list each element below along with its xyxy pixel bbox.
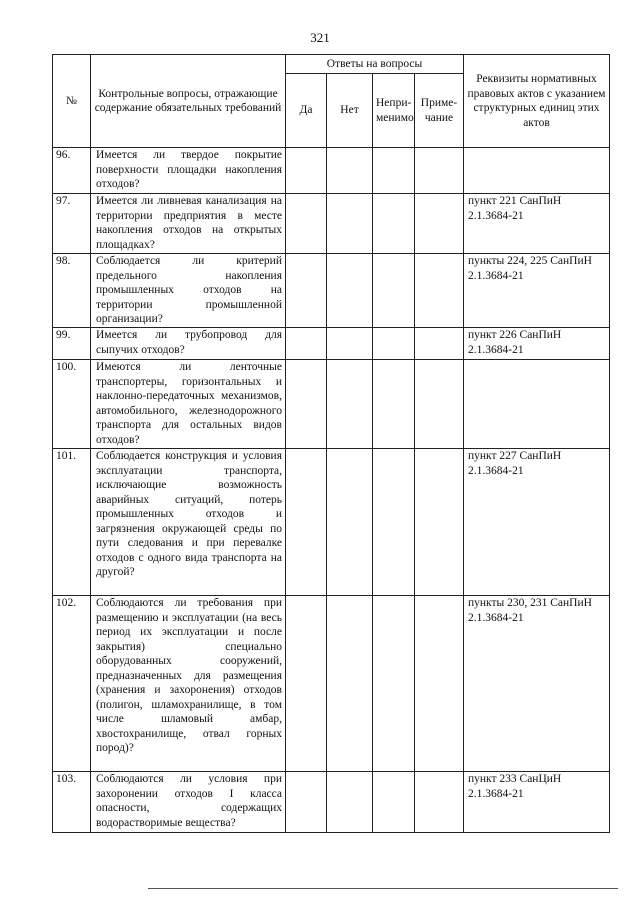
answer-no-cell[interactable] — [327, 772, 373, 833]
answer-note-cell[interactable] — [415, 596, 464, 772]
answer-na-cell[interactable] — [373, 194, 415, 254]
row-question: Соблюдается конструкция и условия эксплуатации транспорта, исключающие возможность аварийных ситуаций, потерь промышленных отходов и загрязнения окружающей среды по пути следования и при перевалке отходов с одного вида транспорта на другой? — [91, 449, 286, 596]
row-question: Имеется ли ливневая канализация на территории предприятия в месте накопления отходов на открытых площадках? — [91, 194, 286, 254]
answer-note-cell[interactable] — [415, 194, 464, 254]
row-number: 100. — [53, 360, 91, 449]
row-number: 97. — [53, 194, 91, 254]
row-reference — [464, 148, 610, 194]
row-question: Имеется ли твердое покрытие поверхности площадки накопления отходов? — [91, 148, 286, 194]
row-reference: пункты 230, 231 СанПиН 2.1.3684-21 — [464, 596, 610, 772]
page-number: 321 — [310, 30, 330, 45]
answer-note-cell[interactable] — [415, 360, 464, 449]
answer-note-cell[interactable] — [415, 328, 464, 360]
table-row — [53, 328, 610, 360]
row-number: 98. — [53, 254, 91, 328]
answer-yes-cell[interactable] — [286, 254, 327, 328]
table-row — [53, 360, 610, 449]
answer-no-cell[interactable] — [327, 148, 373, 194]
row-number: 103. — [53, 772, 91, 833]
table-row — [53, 254, 610, 328]
header-answer-note: Приме-чание — [415, 74, 464, 148]
answer-no-cell[interactable] — [327, 360, 373, 449]
row-question: Соблюдаются ли условия при захоронении отходов I класса опасности, содержащих водорастворимые вещества? — [91, 772, 286, 833]
table-row — [53, 194, 610, 254]
answer-na-cell[interactable] — [373, 148, 415, 194]
answer-yes-cell[interactable] — [286, 360, 327, 449]
row-question: Имеется ли трубопровод для сыпучих отходов? — [91, 328, 286, 360]
header-num: № — [53, 55, 91, 148]
answer-note-cell[interactable] — [415, 449, 464, 596]
answer-na-cell[interactable] — [373, 596, 415, 772]
header-answer-no: Нет — [327, 74, 373, 148]
answer-no-cell[interactable] — [327, 449, 373, 596]
answer-na-cell[interactable] — [373, 449, 415, 596]
table-row — [53, 772, 610, 833]
row-reference — [464, 360, 610, 449]
row-question: Соблюдаются ли требования при размещению и эксплуатации (на весь период их эксплуатации и после закрытия) специально оборудованных сооружений, предназначенных для размещения (хранения и захоронения) отходов (полигон, шламохранилище, в том числе шламовый амбар, хвостохранилище, отвал горных пород)? — [91, 596, 286, 772]
answer-note-cell[interactable] — [415, 254, 464, 328]
row-reference: пункт 221 СанПиН 2.1.3684-21 — [464, 194, 610, 254]
answer-no-cell[interactable] — [327, 194, 373, 254]
answer-yes-cell[interactable] — [286, 772, 327, 833]
row-question: Соблюдается ли критерий предельного накопления промышленных отходов на территории промышленной организации? — [91, 254, 286, 328]
row-reference: пункт 227 СанПиН 2.1.3684-21 — [464, 449, 610, 596]
answer-note-cell[interactable] — [415, 772, 464, 833]
answer-yes-cell[interactable] — [286, 148, 327, 194]
header-question: Контрольные вопросы, отражающие содержание обязательных требований — [91, 55, 286, 148]
answer-yes-cell[interactable] — [286, 328, 327, 360]
row-reference: пункты 224, 225 СанПиН 2.1.3684-21 — [464, 254, 610, 328]
answer-note-cell[interactable] — [415, 148, 464, 194]
answer-na-cell[interactable] — [373, 328, 415, 360]
answer-yes-cell[interactable] — [286, 194, 327, 254]
answer-na-cell[interactable] — [373, 360, 415, 449]
page-bottom-rule — [148, 888, 618, 889]
row-number: 96. — [53, 148, 91, 194]
answer-no-cell[interactable] — [327, 596, 373, 772]
answer-yes-cell[interactable] — [286, 596, 327, 772]
header-answer-yes: Да — [286, 74, 327, 148]
table-row — [53, 449, 610, 596]
row-reference: пункт 226 СанПиН 2.1.3684-21 — [464, 328, 610, 360]
table-row — [53, 596, 610, 772]
checklist-table — [52, 54, 610, 833]
answer-na-cell[interactable] — [373, 254, 415, 328]
table-row — [53, 148, 610, 194]
row-number: 101. — [53, 449, 91, 596]
row-reference: пункт 233 СанЦиН 2.1.3684-21 — [464, 772, 610, 833]
answer-yes-cell[interactable] — [286, 449, 327, 596]
answer-no-cell[interactable] — [327, 328, 373, 360]
row-number: 102. — [53, 596, 91, 772]
answer-no-cell[interactable] — [327, 254, 373, 328]
row-number: 99. — [53, 328, 91, 360]
answer-na-cell[interactable] — [373, 772, 415, 833]
header-answer-na: Непри-менимо — [373, 74, 415, 148]
header-answers-group: Ответы на вопросы — [286, 55, 464, 74]
row-question: Имеются ли ленточные транспортеры, горизонтальных и наклонно-передаточных механизмов, автомобильного, железнодорожного транспорта для остальных видов отходов? — [91, 360, 286, 449]
header-requisites: Реквизиты нормативных правовых актов с указанием структурных единиц этих актов — [464, 55, 610, 148]
